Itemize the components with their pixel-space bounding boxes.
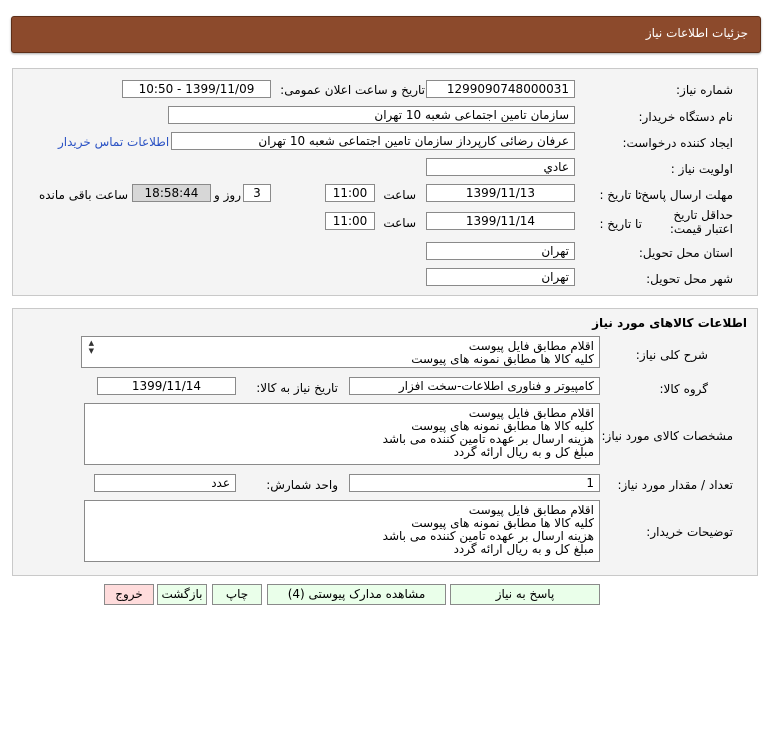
announce-datetime-label: تاریخ و ساعت اعلان عمومی:	[280, 83, 425, 97]
need-date-label: تاریخ نیاز به کالا:	[256, 381, 338, 395]
window-title-bar	[11, 16, 761, 53]
validity-time-label: ساعت	[383, 216, 416, 230]
goods-group-label: گروه کالا:	[659, 382, 708, 396]
price-validity-label: حداقل تاریخ اعتبار قیمت:	[669, 208, 733, 236]
deadline-label: مهلت ارسال پاسخ:	[637, 188, 733, 202]
general-desc-label: شرح کلی نیاز:	[635, 348, 708, 362]
remaining-days-field: 3	[243, 184, 271, 202]
buyer-notes-line: مبلغ کل و به ریال ارائه گردد	[453, 542, 594, 556]
need-info-panel	[12, 68, 758, 296]
specs-line: اقلام مطابق فایل پیوست	[468, 406, 594, 420]
specs-line: مبلغ کل و به ریال ارائه گردد	[453, 445, 594, 459]
back-button[interactable]: بازگشت	[157, 584, 207, 605]
buyer-org-label: نام دستگاه خریدار:	[638, 110, 733, 124]
need-number-label: شماره نیاز:	[676, 83, 733, 97]
goods-section-title: اطلاعات کالاهای مورد نیاز	[592, 316, 747, 330]
buyer-contact-link[interactable]: اطلاعات تماس خریدار	[58, 135, 170, 149]
remaining-time-field: 18:58:44	[132, 184, 211, 202]
general-desc-line: کلیه کالا ها مطابق نمونه های پیوست	[411, 352, 594, 366]
province-field: تهران	[426, 242, 575, 260]
exit-button[interactable]: خروج	[104, 584, 154, 605]
buyer-org-field: سازمان تامین اجتماعی شعبه 10 تهران	[168, 106, 575, 124]
city-field: تهران	[426, 268, 575, 286]
deadline-time-label: ساعت	[383, 188, 416, 202]
city-label: شهر محل تحویل:	[646, 272, 733, 286]
days-label: روز و	[214, 188, 241, 202]
priority-field: عادي	[426, 158, 575, 176]
unit-field: عدد	[94, 474, 236, 492]
buyer-notes-line: هزینه ارسال بر عهده تامین کننده می باشد	[382, 529, 594, 543]
validity-to-date-label: تا تاریخ :	[599, 217, 642, 231]
general-desc-line: اقلام مطابق فایل پیوست	[468, 339, 594, 353]
buyer-notes-line: کلیه کالا ها مطابق نمونه های پیوست	[411, 516, 594, 530]
deadline-to-date-label: تا تاریخ :	[599, 188, 642, 202]
quantity-label: تعداد / مقدار مورد نیاز:	[617, 478, 733, 492]
window-title: جزئیات اطلاعات نیاز	[645, 26, 748, 40]
requester-field: عرفان رضائی کارپرداز سازمان تامین اجتماعی شعبه 10 تهران	[171, 132, 575, 150]
unit-label: واحد شمارش:	[266, 478, 338, 492]
general-desc-field[interactable]	[81, 336, 600, 368]
specs-line: هزینه ارسال بر عهده تامین کننده می باشد	[382, 432, 594, 446]
remaining-time-label: ساعت باقی مانده	[38, 188, 128, 202]
validity-time-field: 11:00	[325, 212, 375, 230]
deadline-date-field: 1399/11/13	[426, 184, 575, 202]
announce-datetime-field: 1399/11/09 - 10:50	[122, 80, 271, 98]
scroll-arrows-icon[interactable]: ▲ ▼	[88, 339, 94, 355]
quantity-field: 1	[349, 474, 600, 492]
deadline-time-field: 11:00	[325, 184, 375, 202]
print-button[interactable]: چاپ	[212, 584, 262, 605]
validity-date-field: 1399/11/14	[426, 212, 575, 230]
specs-line: کلیه کالا ها مطابق نمونه های پیوست	[411, 419, 594, 433]
reply-button[interactable]: پاسخ به نیاز	[450, 584, 600, 605]
goods-group-field: کامپیوتر و فناوری اطلاعات-سخت افزار	[349, 377, 600, 395]
requester-label: ایجاد کننده درخواست:	[622, 136, 733, 150]
buyer-notes-field	[84, 500, 600, 562]
buyer-notes-line: اقلام مطابق فایل پیوست	[468, 503, 594, 517]
buyer-notes-label: توضیحات خریدار:	[646, 525, 733, 539]
need-date-field: 1399/11/14	[97, 377, 236, 395]
need-number-field: 1299090748000031	[426, 80, 575, 98]
priority-label: اولویت نیاز :	[670, 162, 733, 176]
province-label: استان محل تحویل:	[638, 246, 733, 260]
specs-label: مشخصات کالای مورد نیاز:	[601, 429, 733, 443]
specs-field	[84, 403, 600, 465]
view-documents-button[interactable]: مشاهده مدارک پیوستی (4)	[267, 584, 446, 605]
